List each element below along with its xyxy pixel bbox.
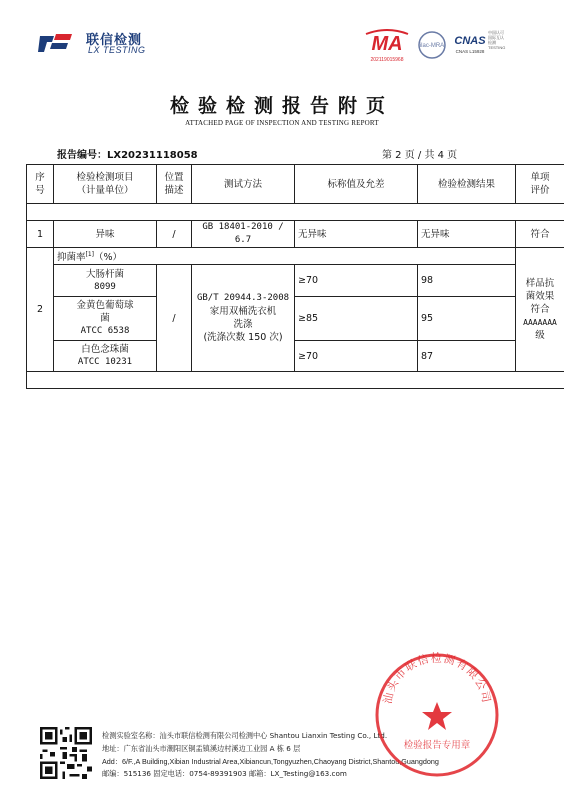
report-number-label: 报告编号：: [57, 150, 107, 161]
row2-position: /: [157, 265, 192, 372]
sub-item-name: 白色念珠菌 ATCC 10231: [54, 341, 157, 372]
cnas-logo: [450, 30, 490, 56]
row1-method: GB 18401-2010 / 6.7: [192, 221, 295, 248]
table-spacer-row: [27, 372, 564, 389]
row1-result: 无异味: [418, 221, 516, 248]
accreditation-small-text: 中国认可 国际互认 检测 TESTING: [488, 30, 506, 50]
row2-group-label: 抑菌率[1]（%）: [54, 248, 516, 265]
logo-chinese-name: 联信检测: [86, 33, 143, 48]
sub-item-standard: ≥70: [295, 341, 418, 372]
lx-testing-logo-icon: [38, 32, 72, 54]
row2-seq: 2: [27, 248, 54, 372]
table-row: [27, 221, 564, 248]
row1-seq: 1: [27, 221, 54, 248]
svg-text:检验报告专用章: 检验报告专用章: [403, 740, 471, 751]
svg-text:ilac-MRA: ilac-MRA: [419, 43, 445, 49]
row1-evaluation: 符合: [516, 221, 564, 248]
svg-text:CNAS L15928: CNAS L15928: [455, 49, 485, 54]
page-subtitle: ATTACHED PAGE OF INSPECTION AND TESTING REPORT: [185, 119, 379, 127]
table-row: [27, 248, 564, 265]
svg-text:MA: MA: [371, 33, 403, 55]
sub-item-result: 87: [418, 341, 516, 372]
page-info: 第 2 页 / 共 4 页: [382, 150, 458, 161]
ilac-mra-logo: [416, 30, 448, 60]
row2-evaluation: 样品抗 菌效果 符合 AAAAAAA 级: [516, 248, 564, 372]
sub-item-name: 大肠杆菌 8099: [54, 265, 157, 297]
inspection-results-table: [26, 164, 564, 389]
header-seq: 序 号: [27, 165, 54, 204]
footer-lab-name: 检测实验室名称：汕头市联信检测有限公司检测中心 Shantou Lianxin Testing Co., Ltd.: [102, 731, 388, 740]
report-number-value: LX20231118058: [107, 150, 198, 161]
qr-code-icon: [40, 727, 92, 779]
sub-item-result: 98: [418, 265, 516, 297]
svg-text:汕头市联信检测有限公司: 汕头市联信检测有限公司: [380, 651, 494, 705]
row1-standard: 无异味: [295, 221, 418, 248]
sub-item-standard: ≥70: [295, 265, 418, 297]
header-method: 测试方法: [192, 165, 295, 204]
header-standard: 标称值及允差: [295, 165, 418, 204]
header-item: 检验检测项目 （计量单位）: [54, 165, 157, 204]
header-evaluation: 单项 评价: [516, 165, 564, 204]
table-spacer-row: [27, 204, 564, 221]
footer-address-en: Add：6/F.,A Building,Xibian Industrial Area,Xibiancun,Tongyuzhen,Chaoyang District,Shantou,Guangdong: [102, 757, 439, 766]
table-row: [27, 265, 564, 297]
sub-item-name: 金黄色葡萄球 菌 ATCC 6538: [54, 297, 157, 341]
sub-item-standard: ≥85: [295, 297, 418, 341]
row2-method: GB/T 20944.3-2008 家用双桶洗衣机 洗涤 (洗涤次数 150 次): [192, 265, 295, 372]
row1-position: /: [157, 221, 192, 248]
logo-english-name: LX TESTING: [88, 45, 146, 55]
report-number: [57, 146, 198, 161]
company-seal-stamp: [372, 650, 502, 780]
footer-address-cn: 地址：广东省汕头市潮阳区铜盂镇溪边村溪边工业园 A 栋 6 层: [102, 744, 301, 753]
cma-number: 202119015968: [370, 57, 404, 63]
page-title: 检验检测报告附页: [169, 95, 394, 117]
header-result: 检验检测结果: [418, 165, 516, 204]
table-row: [27, 297, 564, 341]
table-header-row: [27, 165, 564, 204]
sub-item-result: 95: [418, 297, 516, 341]
footer-contact: 邮编：515136 固定电话：0754-89391903 邮箱：LX_Testing@163.com: [102, 769, 347, 778]
cma-certification-logo: [362, 28, 412, 64]
svg-text:CNAS: CNAS: [454, 35, 486, 47]
table-row: [27, 341, 564, 372]
row1-item: 异味: [54, 221, 157, 248]
header-position: 位置 描述: [157, 165, 192, 204]
